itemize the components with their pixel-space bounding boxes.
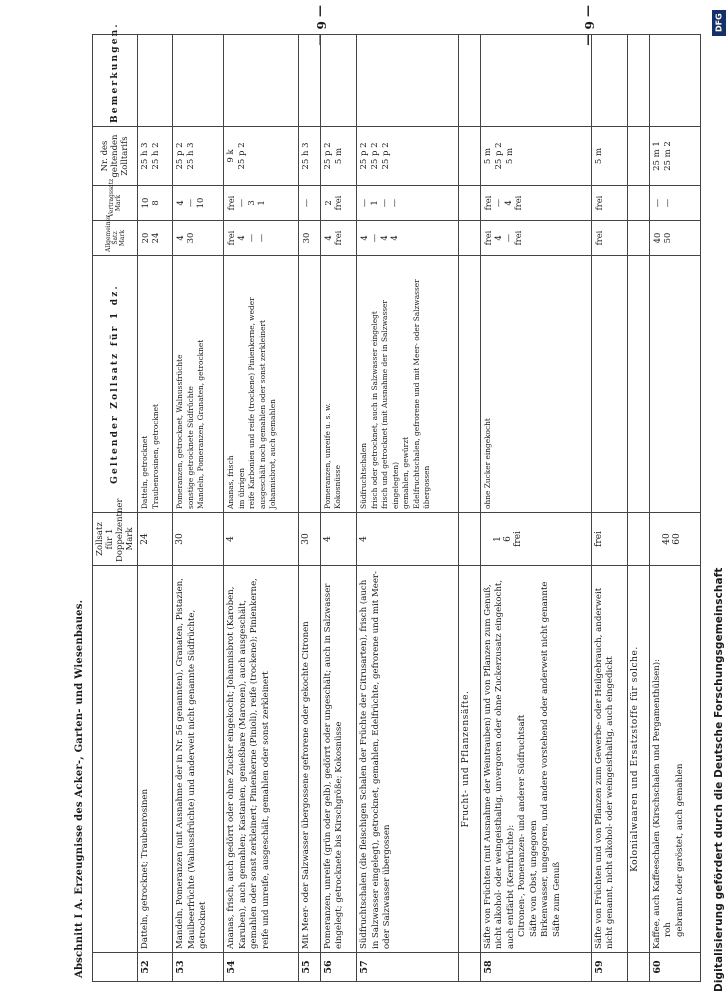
description-text: Datteln, getrocknet; Traubenrosinen (140, 788, 150, 949)
row-goods (649, 256, 700, 513)
row-rate-general-line: 50 (661, 232, 672, 244)
description-text: Säfte von Früchten und von Pflanzen zum Gewerbe- oder Heilgebrauch, anderweit nicht genannt, nicht alkohol- oder weingeisthaltig, auch eingedickt (593, 587, 616, 949)
row-rate-contract-line: — (492, 198, 503, 208)
rate-line: 1 (492, 536, 503, 542)
row-rate-contract-line: 4 (502, 200, 513, 206)
table-row (224, 35, 299, 982)
tariff-body (138, 35, 701, 982)
row-goods-line: sonstige getrocknete Südfrüchte (185, 386, 195, 509)
row-rate-general (480, 221, 591, 256)
description-text: Pomeranzen, unreife (grün oder gelb), gedörrt oder ungeschält; auch in Salzwasser eingelegt; getrocknete bis Kirschgröße; Kokosnüsse (322, 583, 345, 949)
row-description (357, 566, 459, 953)
row-rate (224, 513, 299, 566)
table-row (173, 35, 224, 982)
rate-line: 30 (175, 533, 186, 545)
row-rate-general-line: 20 (140, 232, 150, 244)
sub-description: roh (663, 922, 674, 937)
rate-line: 60 (671, 533, 682, 545)
row-number: 52 (138, 953, 173, 982)
col-description (93, 566, 138, 953)
row-description (320, 566, 356, 953)
row-rate-contract-line: 2 (322, 200, 333, 206)
page-number-right: — 6 — (582, 5, 596, 46)
row-goods (357, 256, 459, 513)
row-rate (480, 513, 591, 566)
table-row (299, 35, 320, 982)
table-row (591, 35, 627, 982)
page-body (74, 22, 701, 982)
row-rate-contract-line: — (651, 198, 662, 208)
row-goods-line: Edelfruchtschalen, gefrorene und mit Meer- oder Salzwasser übergossen (411, 279, 432, 509)
row-rate-general-line: 4 (389, 235, 400, 241)
goods-header-text: Geltender Zollsatz für 1 dz. (110, 284, 120, 484)
row-goods (173, 256, 224, 513)
row-number: 60 (649, 953, 700, 982)
row-rate-general-line: 4 (492, 235, 503, 241)
row-goods-line: im übrigen (236, 468, 246, 509)
row-reference-line: 25 p 2 (237, 142, 248, 170)
rate-line: 4 (359, 536, 370, 542)
row-reference-line: 5 m (333, 147, 344, 165)
description-text: Südfruchtschalen (die fleischigen Schalen der Früchte der Citrusarten), frisch (auch in Salzwasser eingelegt), getrocknet, gemahlen, Edelfrüchte, gefrorene und mit Meer- oder Salzwasser übergossen (359, 571, 393, 949)
row-rate-general-line: — (246, 233, 257, 243)
section-row (628, 35, 649, 982)
row-reference-line: 25 p 2 (381, 142, 392, 170)
section-title: Frucht- und Pflanzensäfte. (459, 566, 480, 953)
rate-line: 6 (502, 536, 513, 542)
empty-cell (459, 513, 480, 566)
row-number: 57 (357, 953, 459, 982)
rate-line (483, 516, 493, 562)
row-rate-general (138, 221, 173, 256)
table-row (649, 35, 700, 982)
empty-cell (628, 186, 649, 221)
description-text: Ananas, frisch, auch gedörrt oder ohne Zucker eingekocht; Johannisbrot (Karoben, Karuben), auch gemahlen; Kastanien, genießbare (Maronen), auch ausgeschält, gemahlen oder sonst zerkleinert; Pinienkerne (Pinioli), reife (trockene); Pinienkerne, reife und unreife, ausgeschält, gemahlen oder sonst zerkleinert (226, 578, 271, 949)
table-header-row (93, 35, 138, 982)
sub-description: Säfte von Obst, ungegoren (528, 820, 539, 937)
sub-description: Birkenwasser, ungegoren, und andere vorstehend oder anderweit nicht genannte Säfte zum Genuß (540, 581, 562, 937)
row-rate-general-line: 4 (236, 235, 247, 241)
row-remarks (138, 35, 173, 127)
row-rate-contract-line: frei (226, 195, 237, 211)
row-rate-contract-line: 10 (195, 197, 206, 209)
row-rate-general-line: frei (332, 230, 343, 246)
sub-description: gebrannt oder geröstet, auch gemahlen (674, 763, 685, 937)
row-goods-line: frisch oder getrocknet, auch in Salzwasser eingelegt (369, 311, 379, 509)
rotated-tariff-page (74, 22, 701, 982)
row-remarks (649, 35, 700, 127)
row-number: 55 (299, 953, 320, 982)
row-remarks (224, 35, 299, 127)
row-reference-line: 9 k (226, 149, 237, 163)
row-description (480, 566, 591, 953)
row-rate-general-line: 24 (150, 232, 160, 244)
row-rate-contract-line: 1 (256, 200, 267, 206)
row-reference-line: 25 h 3 (186, 142, 197, 170)
row-rate-contract (320, 186, 356, 221)
row-description (649, 566, 700, 953)
row-goods-line: frisch und getrocknet (mit Ausnahme der in Salzwasser eingelegten) (380, 300, 400, 509)
description-text: Mandeln, Pomeranzen (mit Ausnahme der in Nr. 56 genannten), Granaten, Pistazien, Maulbeerfrüchte (Walnussfrüchte) und anderweit nicht genannte Südfrüchte, getrocknet (175, 578, 209, 949)
row-rate-general-line: frei (226, 230, 237, 246)
row-rate-contract-line: 4 (175, 200, 186, 206)
row-remarks (299, 35, 320, 127)
row-rate-contract-line: — (301, 198, 312, 208)
row-goods-line: Datteln, getrocknet (140, 435, 149, 509)
row-goods-line: Pomeranzen, getrocknet, Walnussfrüchte (175, 354, 185, 509)
col-rate-general: Allgemeiner Satz Mark (93, 221, 138, 256)
row-number (459, 953, 480, 982)
empty-cell (628, 513, 649, 566)
row-description (224, 566, 299, 953)
row-remarks (591, 35, 627, 127)
row-reference-line: 25 h 2 (151, 142, 161, 170)
rate-line: 4 (226, 536, 237, 542)
col-remarks-header (93, 22, 138, 127)
row-rate-contract-line: — (389, 198, 400, 208)
rate-line: 4 (322, 536, 333, 542)
row-rate (357, 513, 459, 566)
row-reference-line: 5 m (593, 147, 604, 165)
row-goods (591, 256, 627, 513)
empty-cell (459, 186, 480, 221)
row-goods-line: Traubenrosinen, getrocknet (150, 403, 160, 509)
row-rate-general (299, 221, 320, 256)
row-goods (320, 256, 356, 513)
page-number-left: — 6 — (314, 5, 328, 46)
empty-cell (459, 256, 480, 513)
rate-line (652, 516, 662, 562)
row-number: 53 (173, 953, 224, 982)
empty-cell (459, 127, 480, 186)
rate-line: frei (512, 531, 523, 547)
row-rate (299, 513, 320, 566)
dfg-logo: DFG (712, 10, 726, 36)
row-description (173, 566, 224, 953)
row-rate (591, 513, 627, 566)
row-description (591, 566, 627, 953)
row-goods (480, 256, 591, 513)
row-reference (591, 127, 627, 186)
row-rate-contract-line: 8 (150, 200, 160, 206)
empty-cell (459, 221, 480, 256)
row-rate-general (357, 221, 459, 256)
row-reference-line: 25 h 3 (140, 142, 150, 170)
row-rate-contract (480, 186, 591, 221)
table-row (138, 35, 173, 982)
row-rate-general-line: — (256, 233, 267, 243)
row-number (628, 953, 649, 982)
description-text: Mit Meer- oder Salzwasser übergossene gefrorene oder gekochte Citronen (301, 621, 312, 949)
row-number: 59 (591, 953, 627, 982)
row-reference (299, 127, 320, 186)
row-reference (649, 127, 700, 186)
row-reference (173, 127, 224, 186)
row-rate-contract-line: — (185, 198, 196, 208)
row-goods (224, 256, 299, 513)
row-remarks (320, 35, 356, 127)
row-reference-line: 5 m (482, 147, 493, 165)
empty-cell (628, 221, 649, 256)
row-description (299, 566, 320, 953)
row-rate-general-line: 4 (379, 235, 390, 241)
col-goods-header (93, 256, 138, 513)
description-text: Säfte von Früchten (mit Ausnahme der Weintrauben) und von Pflanzen zum Genuß, nicht alkohol- oder weingeisthaltig, unvergoren oder ohne Zuckerzusatz eingekocht, auch entfärbt (Kernfrüchte): (482, 579, 516, 949)
row-rate-general (320, 221, 356, 256)
row-rate-general-line: frei (512, 230, 523, 246)
row-reference-line: 25 p 2 (322, 142, 333, 170)
row-rate-general-line: — (369, 233, 380, 243)
col-number (93, 953, 138, 982)
row-goods (299, 256, 320, 513)
section-title: Kolonialwaaren und Ersatzstoffe für solche. (628, 566, 649, 953)
row-rate-contract-line: 1 (369, 200, 380, 206)
row-rate-contract (649, 186, 700, 221)
row-reference (357, 127, 459, 186)
col-rate-contract: Vertragssatz Mark (93, 186, 138, 221)
row-reference-line: 25 p 2 (493, 142, 504, 170)
row-goods-line: Südfruchtschalen (359, 442, 369, 509)
row-rate-general (173, 221, 224, 256)
row-rate-contract (591, 186, 627, 221)
row-reference-line: 5 m (504, 147, 515, 165)
row-rate-general (649, 221, 700, 256)
row-reference-line: 25 h 3 (301, 142, 312, 170)
row-rate-contract-line: — (661, 198, 672, 208)
row-goods-line: Johannisbrot, auch gemahlen (268, 399, 278, 509)
row-number: 54 (224, 953, 299, 982)
row-reference-line: 25 m 2 (662, 141, 673, 171)
row-goods-line: ohne Zucker eingekocht (482, 418, 492, 509)
row-number: 56 (320, 953, 356, 982)
tariff-table (92, 22, 701, 982)
table-row (480, 35, 591, 982)
rate-line: frei (593, 531, 604, 547)
table-row (357, 35, 459, 982)
col-ref-header: Nr. des geltenden Zolltarifs (93, 127, 138, 186)
row-rate-contract-line: frei (332, 195, 343, 211)
row-rate-general (591, 221, 627, 256)
row-rate (649, 513, 700, 566)
row-rate-contract-line: — (236, 198, 247, 208)
row-reference-line: 25 p 2 (370, 142, 381, 170)
row-rate-contract-line: frei (512, 195, 523, 211)
row-rate-general-line: 4 (322, 235, 333, 241)
row-reference-line: 25 p 2 (175, 142, 186, 170)
row-number: 58 (480, 953, 591, 982)
empty-cell (628, 35, 649, 127)
row-rate (320, 513, 356, 566)
section-row (459, 35, 480, 982)
row-rate-contract-line: — (359, 198, 370, 208)
rate-line: 40 (661, 533, 672, 545)
row-reference (138, 127, 173, 186)
remarks-header-text: Bemerkungen. (110, 22, 120, 123)
row-reference (480, 127, 591, 186)
row-goods-line: gemahlen, gewürzt (401, 436, 411, 509)
row-rate-contract (357, 186, 459, 221)
row-rate-general-line: frei (593, 230, 604, 246)
row-reference (320, 127, 356, 186)
row-rate-contract (299, 186, 320, 221)
row-goods-line: reife Karbonien und reife (trockene) Pinienkerne, weder ausgeschält noch gemahlen oder sonst zerkleinert (247, 297, 267, 509)
row-rate-contract-line: 10 (140, 197, 150, 209)
row-rate-contract (138, 186, 173, 221)
row-rate-general-line: 4 (175, 235, 186, 241)
table-row (320, 35, 356, 982)
row-description (138, 566, 173, 953)
row-goods-line: Kokosnüsse (333, 465, 343, 509)
sub-description: Citronen-, Pomeranzen- und anderer Südfruchtsaft (517, 714, 528, 937)
rate-line: 24 (140, 533, 150, 545)
row-remarks (357, 35, 459, 127)
row-remarks (480, 35, 591, 127)
row-goods-line: Ananas, frisch (226, 455, 236, 509)
digitization-note: Digitalisierung gefördert durch die Deutsche Forschungsgemeinschaft (713, 567, 725, 992)
row-rate (138, 513, 173, 566)
section-header: Abschnitt I A. Erzeugnisse des Acker-, Garten- und Wiesenbaues. (74, 599, 85, 978)
row-rate-contract-line: frei (593, 195, 604, 211)
row-rate-general-line: 30 (301, 232, 312, 244)
row-rate (173, 513, 224, 566)
row-rate-general-line: — (502, 233, 513, 243)
row-rate-general-line: frei (482, 230, 493, 246)
row-goods-line: Pomeranzen, unreife u. s. w. (322, 403, 332, 509)
description-text: Kaffee, auch Kaffeeschalen (Kirschschalen und Pergamenthülsen): (651, 658, 662, 949)
row-rate-general-line: 4 (359, 235, 370, 241)
row-reference (224, 127, 299, 186)
digitization-strip (700, 6, 726, 991)
row-rate-contract (224, 186, 299, 221)
empty-cell (628, 127, 649, 186)
row-rate-general (224, 221, 299, 256)
rate-line: 30 (301, 533, 312, 545)
empty-cell (628, 256, 649, 513)
row-rate-general-line: 30 (185, 232, 196, 244)
row-rate-contract-line: — (379, 198, 390, 208)
row-reference-line: 25 m 1 (651, 141, 662, 171)
row-rate-contract-line: 3 (246, 200, 257, 206)
col-rate-header: Zollsatz für 1 Doppelzentner Mark (93, 513, 138, 566)
empty-cell (459, 35, 480, 127)
row-rate-general-line: 40 (651, 232, 662, 244)
row-rate-contract (173, 186, 224, 221)
row-goods-line: Mandeln, Pomeranzen, Granaten, getrocknet (196, 339, 206, 509)
row-reference-line: 25 p 2 (359, 142, 370, 170)
row-remarks (173, 35, 224, 127)
row-goods (138, 256, 173, 513)
row-rate-contract-line: frei (482, 195, 493, 211)
